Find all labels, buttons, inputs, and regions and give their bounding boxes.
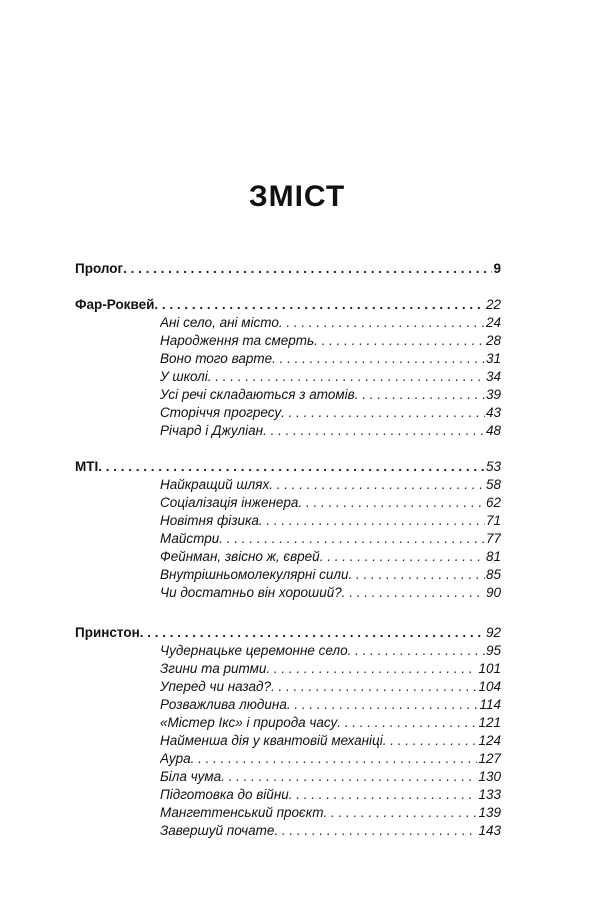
- toc-chapter[interactable]: [160, 566, 501, 584]
- toc-label: Підготовка до війни: [160, 787, 289, 802]
- toc-page-number: 114: [479, 697, 501, 712]
- toc-chapter[interactable]: [160, 386, 501, 404]
- toc-page-number: 101: [478, 661, 501, 676]
- dot-leader: [383, 732, 478, 750]
- dot-leader: [320, 548, 485, 566]
- toc-chapter[interactable]: [160, 584, 501, 602]
- toc-page-number: 133: [478, 787, 501, 802]
- toc-page-number: 24: [485, 315, 501, 330]
- toc-page-number: 85: [485, 567, 501, 582]
- toc-part-prologue[interactable]: [75, 260, 501, 278]
- dot-leader: [348, 642, 485, 660]
- toc-label: Завершуй почате: [160, 823, 275, 838]
- toc-label: Усі речі складаються з атомів: [160, 387, 355, 402]
- toc-page-number: 28: [485, 333, 501, 348]
- toc-chapter[interactable]: [160, 678, 501, 696]
- toc-page-number: 104: [478, 679, 501, 694]
- toc-page-number: 92: [485, 625, 501, 640]
- dot-leader: [287, 696, 479, 714]
- toc-label: Пролог: [75, 261, 124, 276]
- dot-leader: [219, 530, 485, 548]
- toc-page-number: 31: [485, 351, 501, 366]
- toc-label: Принстон: [75, 625, 140, 640]
- toc-label: Воно того варте: [160, 351, 273, 366]
- toc-page-number: 43: [485, 405, 501, 420]
- toc-chapter[interactable]: [160, 350, 501, 368]
- toc-page-number: 124: [478, 733, 501, 748]
- toc-label: Мангеттенський проєкт: [160, 805, 324, 820]
- toc-label: У школі: [160, 369, 208, 384]
- toc-label: Фейнман, звісно ж, єврей: [160, 549, 320, 564]
- toc-chapter[interactable]: [160, 494, 501, 512]
- toc-label: Майстри: [160, 531, 220, 546]
- toc-part-mit[interactable]: [75, 458, 501, 476]
- toc-page-number: 53: [485, 459, 501, 474]
- dot-leader: [154, 296, 485, 314]
- dot-leader: [221, 768, 477, 786]
- toc-page-number: 127: [478, 751, 501, 766]
- toc-label: Річард і Джуліан: [160, 423, 264, 438]
- toc-page-number: 95: [485, 643, 501, 658]
- dot-leader: [337, 714, 477, 732]
- toc-page-number: 143: [478, 823, 501, 838]
- dot-leader: [140, 624, 485, 642]
- toc-page-number: 39: [485, 387, 501, 402]
- toc-label: МТІ: [75, 459, 99, 474]
- toc-page-number: 22: [485, 297, 501, 312]
- toc-chapter[interactable]: [160, 786, 501, 804]
- toc-label: Ані село, ані місто: [160, 315, 279, 330]
- dot-leader: [279, 314, 485, 332]
- toc-page-number: 58: [485, 477, 501, 492]
- page-title: ЗМІСТ: [248, 180, 346, 213]
- toc-page-number: 81: [485, 549, 501, 564]
- toc-label: Сторіччя прогресу: [160, 405, 282, 420]
- toc-label: «Містер Ікс» і природа часу: [160, 715, 338, 730]
- toc-label: Аура: [160, 751, 191, 766]
- dot-leader: [298, 494, 485, 512]
- toc-page-number: 130: [478, 769, 501, 784]
- toc-page-number: 121: [478, 715, 501, 730]
- toc-chapter[interactable]: [160, 696, 501, 714]
- dot-leader: [274, 822, 477, 840]
- toc-page-number: 48: [485, 423, 501, 438]
- dot-leader: [123, 260, 492, 278]
- toc-chapter[interactable]: [160, 750, 501, 768]
- toc-chapter[interactable]: [160, 422, 501, 440]
- dot-leader: [208, 368, 485, 386]
- toc-label: Чи достатньо він хороший?: [160, 585, 342, 600]
- toc-chapter[interactable]: [160, 332, 501, 350]
- dot-leader: [355, 386, 485, 404]
- toc-page-number: 62: [485, 495, 501, 510]
- toc-chapter[interactable]: [160, 548, 501, 566]
- toc-chapter[interactable]: [160, 530, 501, 548]
- toc-chapter[interactable]: [160, 404, 501, 422]
- toc-chapter[interactable]: [160, 822, 501, 840]
- toc-page-number: 71: [485, 513, 501, 528]
- dot-leader: [272, 350, 485, 368]
- toc-chapter[interactable]: [160, 642, 501, 660]
- toc-label: Соціалізація інженера: [160, 495, 299, 510]
- dot-leader: [348, 566, 484, 584]
- toc-label: Внутрішньомолекулярні сили: [160, 567, 349, 582]
- dot-leader: [271, 678, 477, 696]
- toc-label: Чудернацьке церемонне село: [160, 643, 348, 658]
- toc-label: Найкращий шлях: [160, 477, 270, 492]
- toc-chapter[interactable]: [160, 732, 501, 750]
- dot-leader: [191, 750, 478, 768]
- toc-chapter[interactable]: [160, 512, 501, 530]
- toc-part-far-rockaway[interactable]: [75, 296, 501, 314]
- toc-label: Фар-Роквей: [75, 297, 155, 312]
- toc-page-number: 34: [485, 369, 501, 384]
- dot-leader: [259, 512, 485, 530]
- toc-chapter[interactable]: [160, 476, 501, 494]
- toc-label: Народження та смерть: [160, 333, 315, 348]
- toc-label: Біла чума: [160, 769, 222, 784]
- toc-chapter[interactable]: [160, 368, 501, 386]
- toc-chapter[interactable]: [160, 314, 501, 332]
- dot-leader: [289, 786, 478, 804]
- dot-leader: [266, 660, 477, 678]
- dot-leader: [324, 804, 478, 822]
- dot-leader: [314, 332, 485, 350]
- toc-part-princeton[interactable]: [75, 624, 501, 642]
- dot-leader: [281, 404, 485, 422]
- toc-page-number: 77: [485, 531, 501, 546]
- toc-label: Уперед чи назад?: [160, 679, 271, 694]
- toc-chapter[interactable]: [160, 768, 501, 786]
- toc-label: Новітня фізика: [160, 513, 259, 528]
- dot-leader: [269, 476, 485, 494]
- toc-label: Згини та ритми: [160, 661, 267, 676]
- toc-page-number: 90: [485, 585, 501, 600]
- toc-chapter[interactable]: [160, 660, 501, 678]
- toc-label: Розважлива людина: [160, 697, 287, 712]
- toc-chapter[interactable]: [160, 804, 501, 822]
- toc-page-number: 9: [493, 261, 501, 276]
- toc-chapter[interactable]: [160, 714, 501, 732]
- dot-leader: [263, 422, 485, 440]
- dot-leader: [342, 584, 485, 602]
- toc-label: Найменша дія у квантовій механіці: [160, 733, 383, 748]
- dot-leader: [98, 458, 485, 476]
- toc-page-number: 139: [478, 805, 501, 820]
